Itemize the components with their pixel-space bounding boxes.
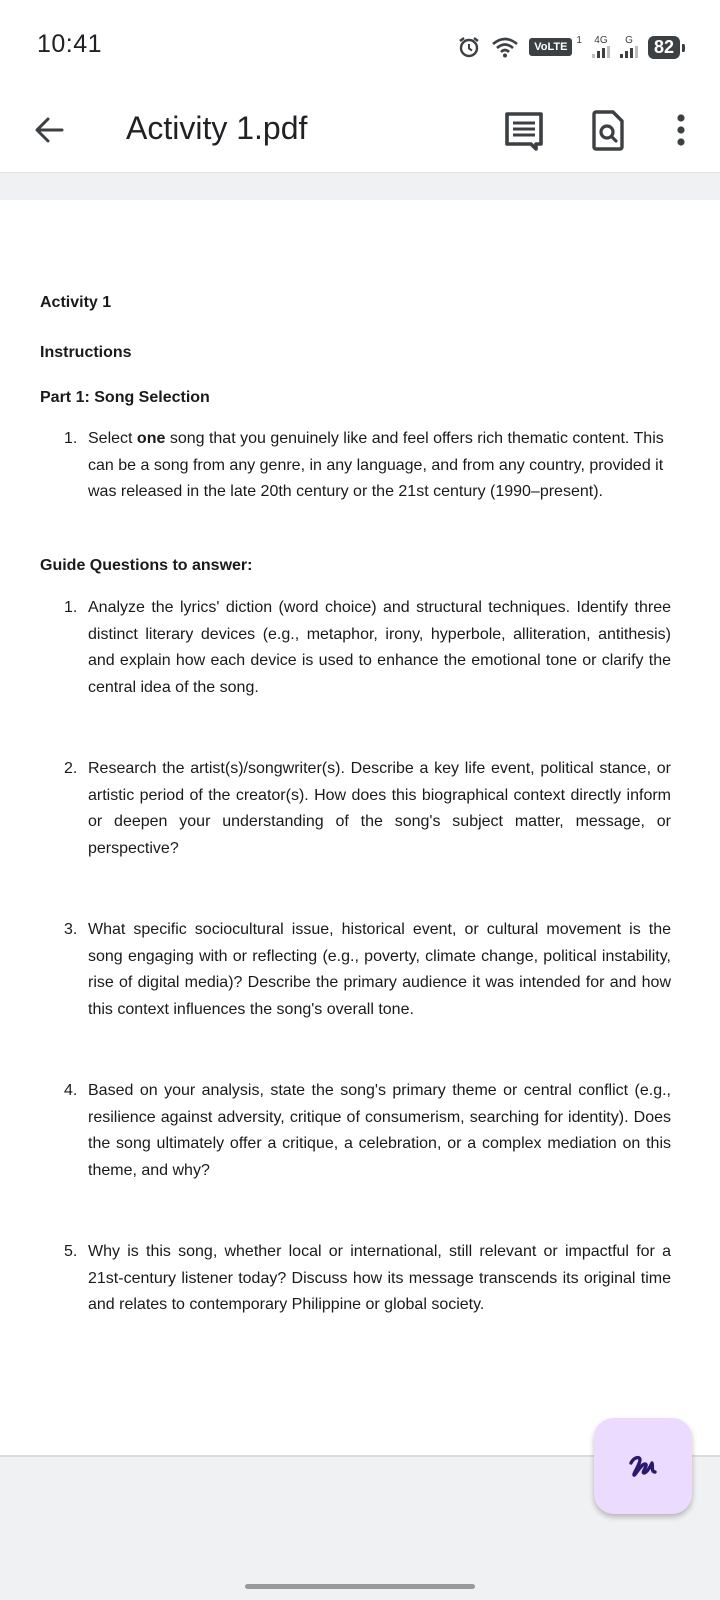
- battery-level: 82: [653, 36, 674, 57]
- list-item: [64, 756, 671, 862]
- part1-heading: Part 1: Song Selection: [40, 389, 210, 406]
- instructions-heading: Instructions: [40, 344, 132, 361]
- item-text: Research the artist(s)/songwriter(s). Describe a key life event, political stance, or artistic period of the creator(s). How does this biographical context directly inform or deepen your understanding of the song's subject matter, message, or perspective?: [88, 760, 671, 857]
- item-number: 1.: [64, 599, 78, 616]
- comments-button[interactable]: [500, 106, 548, 154]
- signal-icon-2: [620, 36, 638, 58]
- list-item: [64, 917, 671, 1023]
- pdf-page[interactable]: [0, 200, 720, 1457]
- alarm-icon: [457, 35, 481, 59]
- back-button[interactable]: [28, 108, 72, 152]
- back-arrow-icon: [28, 108, 72, 152]
- list-item: [64, 595, 671, 701]
- find-in-page-icon: [584, 106, 632, 154]
- item-text: Select one song that you genuinely like and feel offers rich thematic content. This can be a song from any genre, in any language, and from any country, provided it was released in the late 20th century or the 21st century (1990–present).: [88, 430, 664, 500]
- sign-fab-button[interactable]: [594, 1418, 692, 1514]
- item-number: 3.: [64, 921, 78, 938]
- list-item: [64, 1078, 671, 1184]
- item-number: 4.: [64, 1082, 78, 1099]
- status-bar: [0, 0, 720, 90]
- more-vert-icon: [666, 106, 696, 154]
- item-text: Analyze the lyrics' diction (word choice) and structural techniques. Identify three distinct literary devices (e.g., metaphor, irony, hyperbole, alliteration, antithesis) and explain how each device is used to enhance the emotional tone or clarify the central idea of the song.: [88, 599, 671, 696]
- signal-icon: [592, 36, 610, 58]
- item-text: Based on your analysis, state the song's primary theme or central conflict (e.g., resilience against adversity, critique of consumerism, searching for identity). Does the song ultimately offer a critique, a celebration, or a complex mediation on this theme, and why?: [88, 1082, 671, 1179]
- battery-icon: [648, 36, 680, 59]
- guide-heading: Guide Questions to answer:: [40, 557, 253, 574]
- volte-badge: VoLTE: [529, 38, 572, 56]
- item-number: 5.: [64, 1243, 78, 1260]
- gesture-navigation-bar[interactable]: [245, 1584, 475, 1589]
- item-text: Why is this song, whether local or international, still relevant or impactful for a 21st-century listener today? Discuss how its message transcends its original time and relates to contemporary Philippine or global society.: [88, 1243, 671, 1313]
- document-title: Activity 1.pdf: [126, 110, 308, 146]
- network-type-1: 4G: [594, 35, 608, 46]
- comment-icon: [500, 106, 548, 154]
- status-time: 10:41: [37, 30, 103, 58]
- list-item: [64, 1239, 671, 1319]
- wifi-icon: [491, 36, 519, 58]
- item-text: What specific sociocultural issue, historical event, or cultural movement is the song engaging with or reflecting (e.g., poverty, climate change, political instability, rise of digital media)? Describe the primary audience it was intended for and how this context influences the song's overall tone.: [88, 921, 671, 1018]
- item-number: 2.: [64, 760, 78, 777]
- status-icons: [457, 33, 680, 61]
- list-item: [64, 426, 671, 506]
- network-type-2: G: [625, 35, 633, 46]
- more-options-button[interactable]: [666, 106, 696, 154]
- find-in-page-button[interactable]: [584, 106, 632, 154]
- sim-slot-label: 1: [576, 34, 582, 46]
- signature-icon: [623, 1446, 663, 1486]
- item-number: 1.: [64, 430, 78, 447]
- activity-title: Activity 1: [40, 294, 112, 311]
- app-bar: [0, 90, 720, 173]
